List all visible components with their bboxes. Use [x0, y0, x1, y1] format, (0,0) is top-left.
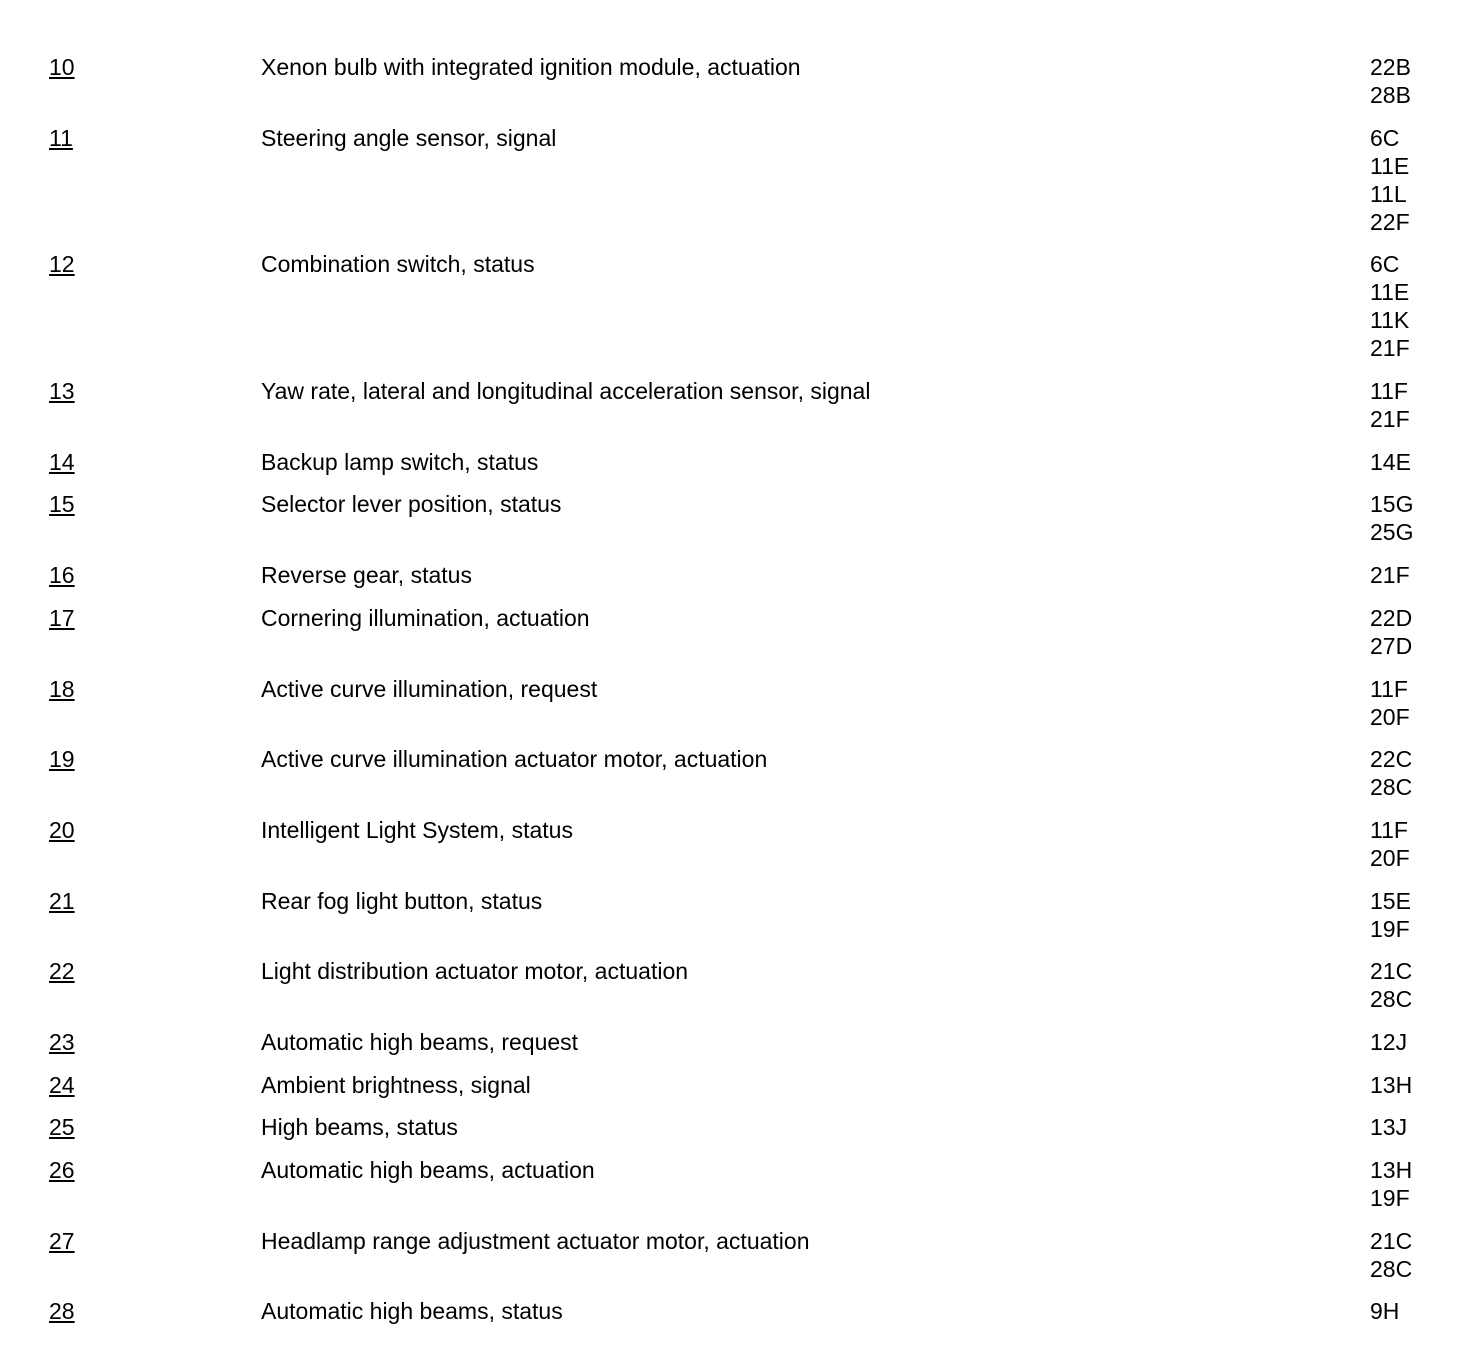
legend-refs [1370, 816, 1410, 872]
grid-reference: 11F [1370, 378, 1408, 405]
legend-row [0, 604, 1472, 675]
legend-refs [1370, 1113, 1407, 1141]
grid-reference: 20F [1370, 844, 1410, 871]
grid-reference: 21C [1370, 1227, 1413, 1254]
legend-description: Active curve illumination actuator motor, actuation [261, 746, 768, 773]
legend-row [0, 1227, 1472, 1298]
legend-description: Reverse gear, status [261, 562, 472, 589]
legend-description: Light distribution actuator motor, actuation [261, 958, 689, 985]
grid-reference: 11E [1370, 279, 1410, 306]
legend-number-link[interactable]: 13 [49, 378, 75, 405]
legend-number-link[interactable]: 15 [49, 491, 75, 518]
legend-refs [1370, 53, 1411, 109]
legend-description: Steering angle sensor, signal [261, 124, 557, 151]
legend-number-link[interactable]: 25 [49, 1114, 75, 1141]
legend-description: Automatic high beams, actuation [261, 1157, 595, 1183]
legend-description: Combination switch, status [261, 251, 535, 278]
legend-row [0, 1156, 1472, 1227]
legend-refs [1370, 957, 1412, 1013]
legend-description: Headlamp range adjustment actuator motor, actuation [261, 1227, 810, 1254]
legend-description: Backup lamp switch, status [261, 448, 539, 475]
legend-row [0, 490, 1472, 561]
legend-row [0, 377, 1472, 448]
grid-reference: 25G [1370, 519, 1414, 546]
legend-row [0, 1113, 1472, 1156]
grid-reference: 9H [1370, 1298, 1400, 1325]
legend-row [0, 887, 1472, 958]
legend-number-link[interactable]: 14 [49, 448, 75, 475]
grid-reference: 28C [1370, 1255, 1413, 1282]
legend-number-link[interactable]: 28 [49, 1298, 75, 1325]
legend-description: Cornering illumination, actuation [261, 604, 590, 631]
legend-row [0, 816, 1472, 887]
legend-refs [1370, 448, 1411, 476]
legend-refs [1370, 1028, 1407, 1056]
grid-reference: 21F [1370, 406, 1410, 433]
legend-refs [1370, 561, 1410, 589]
grid-reference: 19F [1370, 1185, 1410, 1211]
legend-refs [1370, 1297, 1399, 1325]
grid-reference: 11K [1370, 307, 1410, 334]
grid-reference: 11L [1370, 180, 1407, 207]
legend-refs [1370, 675, 1410, 731]
legend-refs [1370, 745, 1412, 801]
grid-reference: 12J [1370, 1028, 1408, 1055]
grid-reference: 21C [1370, 958, 1413, 985]
legend-list [0, 53, 1472, 1340]
legend-number-link[interactable]: 27 [49, 1227, 75, 1254]
legend-description: Automatic high beams, status [261, 1298, 563, 1325]
legend-number-link[interactable]: 20 [49, 816, 75, 843]
legend-refs [1370, 1071, 1412, 1099]
grid-reference: 6C [1370, 124, 1400, 151]
legend-refs [1370, 124, 1410, 236]
grid-reference: 21F [1370, 562, 1410, 589]
legend-refs [1370, 490, 1413, 546]
grid-reference: 11F [1370, 816, 1408, 843]
legend-number-link[interactable]: 24 [49, 1071, 75, 1098]
grid-reference: 20F [1370, 703, 1410, 730]
legend-row [0, 561, 1472, 604]
legend-row [0, 1071, 1472, 1114]
legend-number-link[interactable]: 18 [49, 675, 75, 702]
grid-reference: 22F [1370, 208, 1410, 235]
grid-reference: 15E [1370, 887, 1411, 914]
legend-number-link[interactable]: 16 [49, 562, 75, 589]
legend-description: Yaw rate, lateral and longitudinal acceleration sensor, signal [261, 378, 871, 405]
legend-description: Rear fog light button, status [261, 887, 543, 914]
legend-number-link[interactable]: 10 [49, 54, 75, 80]
legend-row [0, 1028, 1472, 1071]
legend-refs [1370, 887, 1411, 943]
legend-description: Selector lever position, status [261, 491, 562, 518]
legend-number-link[interactable]: 21 [49, 887, 75, 914]
legend-number-link[interactable]: 17 [49, 604, 75, 631]
legend-row [0, 1297, 1472, 1340]
legend-description: High beams, status [261, 1114, 458, 1141]
grid-reference: 22D [1370, 604, 1413, 631]
legend-number-link[interactable]: 11 [49, 124, 73, 151]
grid-reference: 6C [1370, 251, 1400, 278]
legend-row [0, 53, 1472, 124]
grid-reference: 28B [1370, 82, 1411, 108]
grid-reference: 15G [1370, 491, 1414, 518]
legend-number-link[interactable]: 23 [49, 1028, 75, 1055]
grid-reference: 27D [1370, 632, 1413, 659]
legend-number-link[interactable]: 26 [49, 1157, 75, 1183]
legend-description: Ambient brightness, signal [261, 1071, 531, 1098]
grid-reference: 22C [1370, 746, 1413, 773]
legend-description: Intelligent Light System, status [261, 816, 573, 843]
grid-reference: 21F [1370, 335, 1410, 362]
grid-reference: 11E [1370, 152, 1410, 179]
legend-number-link[interactable]: 19 [49, 746, 75, 773]
legend-refs [1370, 1156, 1412, 1212]
grid-reference: 22B [1370, 54, 1411, 80]
legend-row [0, 124, 1472, 251]
grid-reference: 13J [1370, 1114, 1408, 1141]
legend-row [0, 957, 1472, 1028]
grid-reference: 28C [1370, 986, 1413, 1013]
grid-reference: 13H [1370, 1071, 1413, 1098]
grid-reference: 11F [1370, 675, 1408, 702]
legend-row [0, 250, 1472, 377]
grid-reference: 13H [1370, 1157, 1413, 1183]
grid-reference: 19F [1370, 915, 1410, 942]
legend-row [0, 745, 1472, 816]
legend-number-link[interactable]: 22 [49, 958, 75, 985]
legend-refs [1370, 250, 1410, 362]
grid-reference: 14E [1370, 448, 1411, 475]
legend-description: Xenon bulb with integrated ignition module, actuation [261, 54, 801, 80]
legend-number-link[interactable]: 12 [49, 251, 75, 278]
legend-refs [1370, 1227, 1412, 1283]
grid-reference: 28C [1370, 774, 1413, 801]
legend-description: Automatic high beams, request [261, 1028, 579, 1055]
legend-row [0, 448, 1472, 491]
legend-refs [1370, 604, 1412, 660]
legend-description: Active curve illumination, request [261, 675, 598, 702]
legend-refs [1370, 377, 1410, 433]
legend-row [0, 675, 1472, 746]
